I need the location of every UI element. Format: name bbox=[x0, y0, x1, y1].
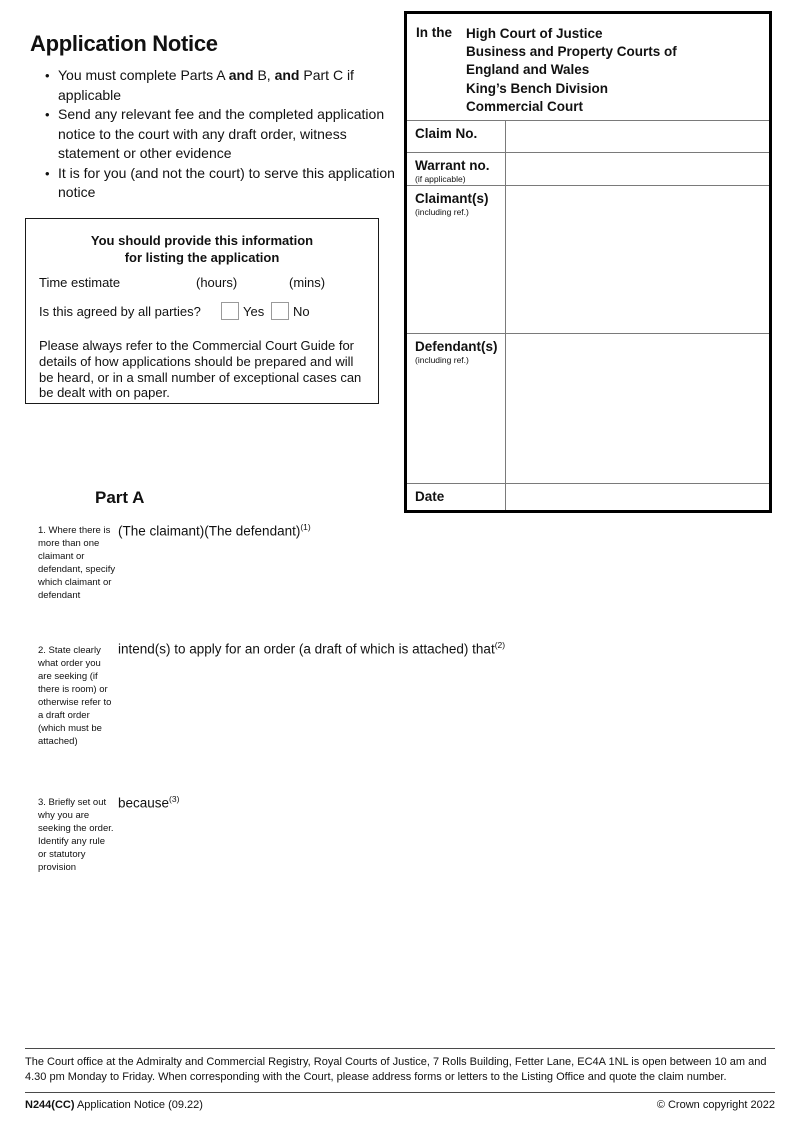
court-line-2: Business and Property Courts of bbox=[466, 44, 677, 60]
warrant-no-label: Warrant no. bbox=[415, 158, 490, 173]
footer-divider-top bbox=[25, 1048, 775, 1049]
part-a-heading: Part A bbox=[95, 488, 145, 507]
claim-no-input-area[interactable] bbox=[506, 121, 769, 152]
listing-heading-line1: You should provide this information bbox=[90, 233, 314, 248]
no-checkbox[interactable] bbox=[271, 302, 289, 320]
intro-bullet-1 bbox=[58, 66, 410, 105]
court-office-note: The Court office at the Admiralty and Commercial Registry, Royal Courts of Justice, 7 Rolls Building, Fetter Lane, EC4A 1NL is open between 10 am and 4.30 pm Monday to Friday. When corresponding with the Court, please address forms or letters to the Listing Office and quote the claim number. bbox=[25, 1056, 767, 1083]
no-label: No bbox=[293, 304, 310, 319]
part-a-note-2: 2. State clearly what order you are seeking (if there is room) or otherwise refer to a draft order (which must be attached) bbox=[38, 645, 112, 747]
date-label: Date bbox=[415, 489, 445, 504]
yes-checkbox[interactable] bbox=[221, 302, 239, 320]
claim-no-label-cell bbox=[407, 121, 506, 152]
intro-bullet-3: • It is for you (and not the court) to serve this application notice bbox=[58, 164, 410, 203]
part-a-prompt-1-text: (The claimant)(The defendant) bbox=[118, 523, 301, 539]
listing-info-box bbox=[25, 218, 379, 404]
warrant-no-input-area[interactable] bbox=[506, 153, 769, 185]
defendant-label: Defendant(s) bbox=[415, 339, 498, 354]
bullet-1-text: You must complete Parts A bbox=[58, 67, 229, 83]
court-line-4: King’s Bench Division bbox=[466, 80, 609, 96]
bullet-1-bold-and: and bbox=[228, 67, 254, 83]
listing-box-heading bbox=[26, 232, 378, 266]
part-a-prompt-3-text: because bbox=[118, 795, 170, 811]
claim-no-row bbox=[407, 120, 769, 152]
court-line-1: High Court of Justice bbox=[466, 26, 603, 41]
footnote-marker-2: (2) bbox=[494, 640, 506, 650]
warrant-no-row bbox=[407, 152, 769, 185]
bullet-1-text-mid: B, bbox=[253, 67, 275, 83]
part-a-note-1: 1. Where there is more than one claimant or defendant, specify which claimant or defendant bbox=[38, 525, 116, 601]
bullet-1-bold-and-2: and bbox=[274, 67, 300, 83]
time-estimate-label: Time estimate bbox=[39, 275, 121, 290]
warrant-no-label-cell bbox=[407, 153, 506, 185]
court-header-cell bbox=[407, 14, 769, 120]
part-a-note-3: 3. Briefly set out why you are seeking the order. Identify any rule or statutory provision bbox=[38, 797, 114, 873]
claim-no-label: Claim No. bbox=[415, 126, 478, 141]
form-name: Application Notice (09.22) bbox=[74, 1099, 203, 1111]
intro-bullet-list bbox=[58, 66, 410, 203]
claimant-label: Claimant(s) bbox=[415, 191, 489, 206]
part-a-prompt-1[interactable] bbox=[118, 522, 311, 539]
claimant-label-cell bbox=[407, 186, 506, 333]
date-input-area[interactable] bbox=[506, 484, 769, 510]
hours-label: (hours) bbox=[196, 275, 238, 290]
bullet-1-text-end: Part C if applicable bbox=[58, 67, 354, 103]
yes-label: Yes bbox=[243, 304, 265, 319]
court-details-box bbox=[404, 11, 772, 513]
date-label-cell bbox=[407, 484, 506, 510]
claimant-row bbox=[407, 185, 769, 333]
crown-copyright: © Crown copyright 2022 bbox=[656, 1099, 775, 1111]
intro-bullet-2: • Send any relevant fee and the completed application notice to the court with any draft order, witness statement or other evidence bbox=[58, 105, 410, 164]
court-name-block bbox=[466, 25, 677, 120]
part-a-prompt-3[interactable] bbox=[118, 794, 179, 811]
date-row bbox=[407, 483, 769, 510]
defendant-sublabel: (including ref.) bbox=[415, 355, 469, 365]
agreed-by-parties-row bbox=[39, 302, 368, 322]
form-code: N244(CC) bbox=[25, 1099, 75, 1111]
agreed-question-label: Is this agreed by all parties? bbox=[39, 304, 201, 319]
listing-heading-line2: for listing the application bbox=[124, 250, 280, 265]
page-title: Application Notice bbox=[30, 31, 218, 56]
time-estimate-row bbox=[39, 275, 368, 291]
defendant-row bbox=[407, 333, 769, 483]
part-a-prompt-2-text: intend(s) to apply for an order (a draft of which is attached) that bbox=[118, 641, 495, 657]
defendant-input-area[interactable] bbox=[506, 334, 769, 483]
form-reference bbox=[25, 1099, 203, 1111]
court-line-3: England and Wales bbox=[466, 62, 590, 78]
footnote-marker-3: (3) bbox=[169, 794, 180, 804]
mins-label: (mins) bbox=[289, 275, 326, 290]
defendant-label-cell bbox=[407, 334, 506, 483]
commercial-court-guide-note: Please always refer to the Commercial Court Guide for details of how applications should be prepared and will be heard, or in a small number of exceptional cases can be dealt with on paper. bbox=[39, 338, 362, 401]
warrant-no-sublabel: (if applicable) bbox=[415, 174, 466, 184]
court-line-5: Commercial Court bbox=[466, 98, 584, 114]
part-a-prompt-2[interactable] bbox=[118, 640, 505, 657]
claimant-sublabel: (including ref.) bbox=[415, 207, 469, 217]
footer-divider-bottom bbox=[25, 1092, 775, 1093]
claimant-input-area[interactable] bbox=[506, 186, 769, 333]
in-the-label: In the bbox=[416, 25, 452, 40]
footnote-marker-1: (1) bbox=[300, 522, 311, 532]
